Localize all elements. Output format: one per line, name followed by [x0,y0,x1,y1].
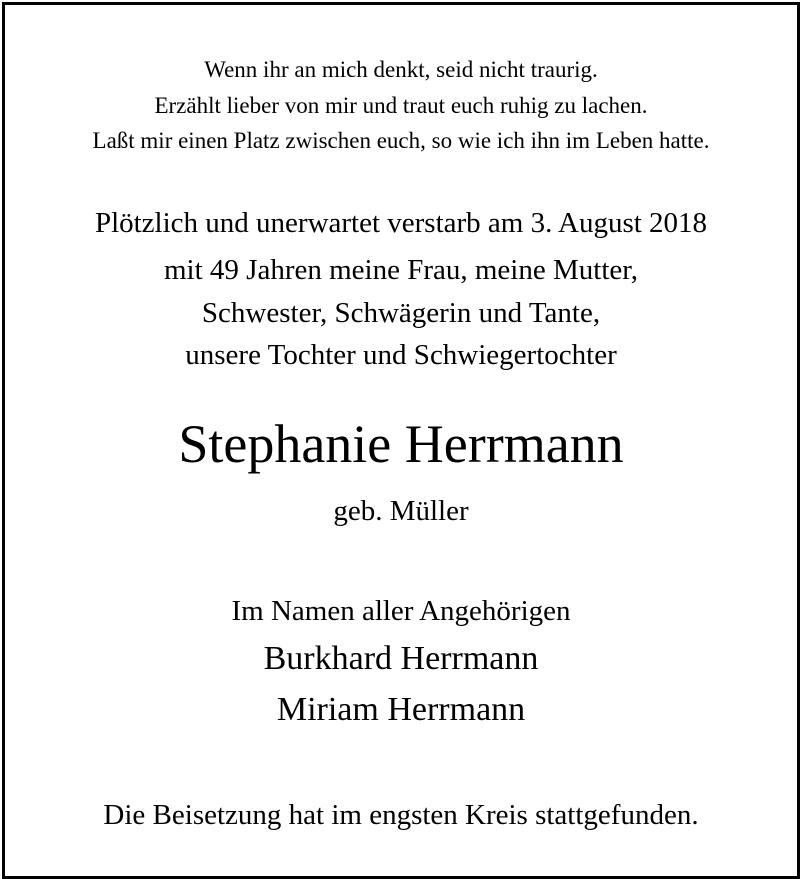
announcement-line-1: Plötzlich und unerwartet verstarb am 3. August 2018 [94,207,708,239]
mourners-intro: Im Namen aller Angehörigen [231,595,571,627]
poem-line-3: Laßt mir einen Platz zwischen euch, so wie ich ihn im Leben hatte. [92,128,710,153]
maiden-name: geb. Müller [333,495,469,527]
mourner-name-1: Burkhard Herrmann [263,640,539,677]
poem-line-1: Wenn ihr an mich denkt, seid nicht traurig. [204,57,598,82]
announcement-line-3: Schwester, Schwägerin und Tante, [201,297,601,329]
funeral-note: Die Beisetzung hat im engsten Kreis stattgefunden. [103,799,699,831]
deceased-name: Stephanie Herrmann [178,414,624,474]
announcement-line-4: unsere Tochter und Schwiegertochter [185,339,617,371]
announcement-line-2: mit 49 Jahren meine Frau, meine Mutter, [164,254,638,286]
poem-line-2: Erzählt lieber von mir und traut euch ruhig zu lachen. [154,93,648,118]
mourner-name-2: Miriam Herrmann [276,691,526,728]
obituary-frame [2,2,800,879]
